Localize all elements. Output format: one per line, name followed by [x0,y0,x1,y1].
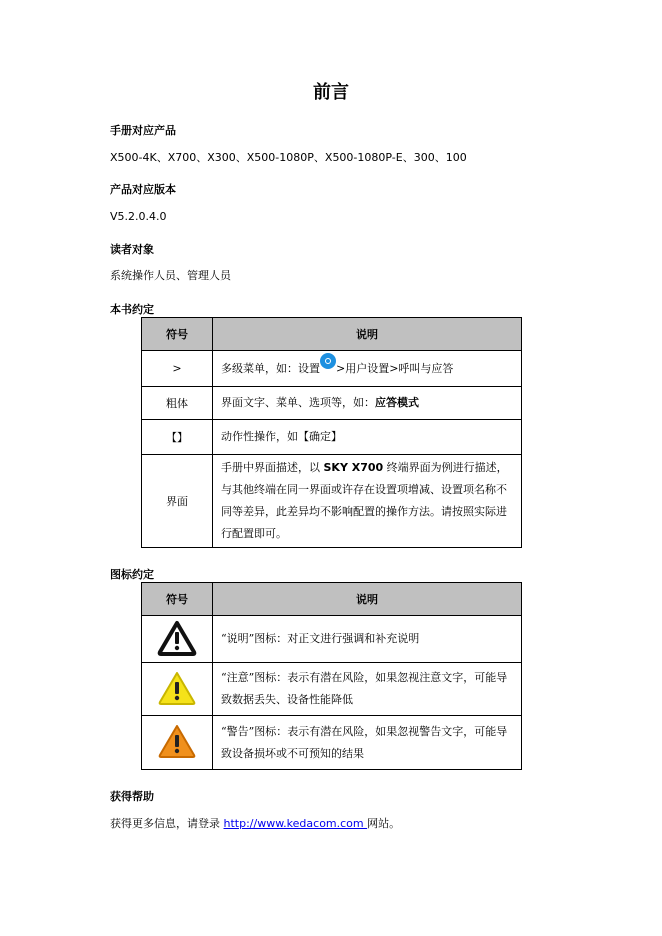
kedacom-link[interactable]: http://www.kedacom.com [223,817,368,830]
products-text: X500-4K、X700、X300、X500-1080P、X500-1080P-E、300、100 [110,151,467,164]
desc-text: 界面文字、菜单、选项等，如： [221,396,375,409]
desc-cell [213,387,522,420]
products-heading: 手册对应产品 [110,124,176,137]
desc-cell [213,351,522,387]
desc-bold: SKY X700 [323,461,384,474]
icons-heading: 图标约定 [110,568,154,581]
table-row [142,420,522,455]
symbol-cell: 界面 [142,455,213,548]
icons-header-row [142,583,522,616]
desc-text: 手册中界面描述，以 [221,461,324,474]
page-title: 前言 [313,82,349,103]
help-text-before: 获得更多信息，请登录 [110,817,224,830]
desc-text: >用户设置>呼叫与应答 [336,361,454,375]
note-warning-icon [157,620,197,656]
help-text [110,816,400,831]
table-row [142,455,522,548]
desc-cell: “警告”图标：表示有潜在风险，如果忽视警告文字，可能导致设备损坏或不可预知的结果 [213,716,522,770]
readers-text: 系统操作人员、管理人员 [110,269,231,282]
table-row [142,387,522,420]
symbol-cell: 【】 [142,420,213,455]
desc-cell: “注意”图标：表示有潜在风险，如果忽视注意文字，可能导致数据丢失、设备性能降低 [213,663,522,716]
desc-text: 终端界面为例进行描述，与其他终端在同一界面或许存在设置项增减、设置项名称不同等差异，此差异均不影响配置的操作方法。请按照实际进行配置即可。 [221,461,508,540]
desc-cell [213,455,522,548]
icons-col-desc: 说明 [213,583,522,616]
conventions-col-desc: 说明 [213,318,522,351]
table-row [142,616,522,663]
readers-heading: 读者对象 [110,243,154,256]
symbol-cell: 粗体 [142,387,213,420]
symbol-cell [142,616,213,663]
desc-text: 多级菜单，如：设置 [221,361,320,375]
settings-gear-icon [320,353,336,369]
desc-cell: “说明”图标：对正文进行强调和补充说明 [213,616,522,663]
version-heading: 产品对应版本 [110,183,176,196]
conventions-table [141,317,522,548]
icons-col-symbol: 符号 [142,583,213,616]
danger-warning-icon [157,723,197,759]
icons-table [141,582,522,770]
table-row [142,716,522,770]
conventions-header-row [142,318,522,351]
table-row [142,663,522,716]
help-text-after: 网站。 [367,817,401,830]
desc-bold: 应答模式 [375,396,419,409]
table-row [142,351,522,387]
help-heading: 获得帮助 [110,790,154,803]
version-text: V5.2.0.4.0 [110,210,167,223]
caution-warning-icon [157,670,197,706]
symbol-cell: > [142,351,213,387]
symbol-cell [142,716,213,770]
conventions-heading: 本书约定 [110,303,154,316]
conventions-col-symbol: 符号 [142,318,213,351]
symbol-cell [142,663,213,716]
desc-cell: 动作性操作，如【确定】 [213,420,522,455]
